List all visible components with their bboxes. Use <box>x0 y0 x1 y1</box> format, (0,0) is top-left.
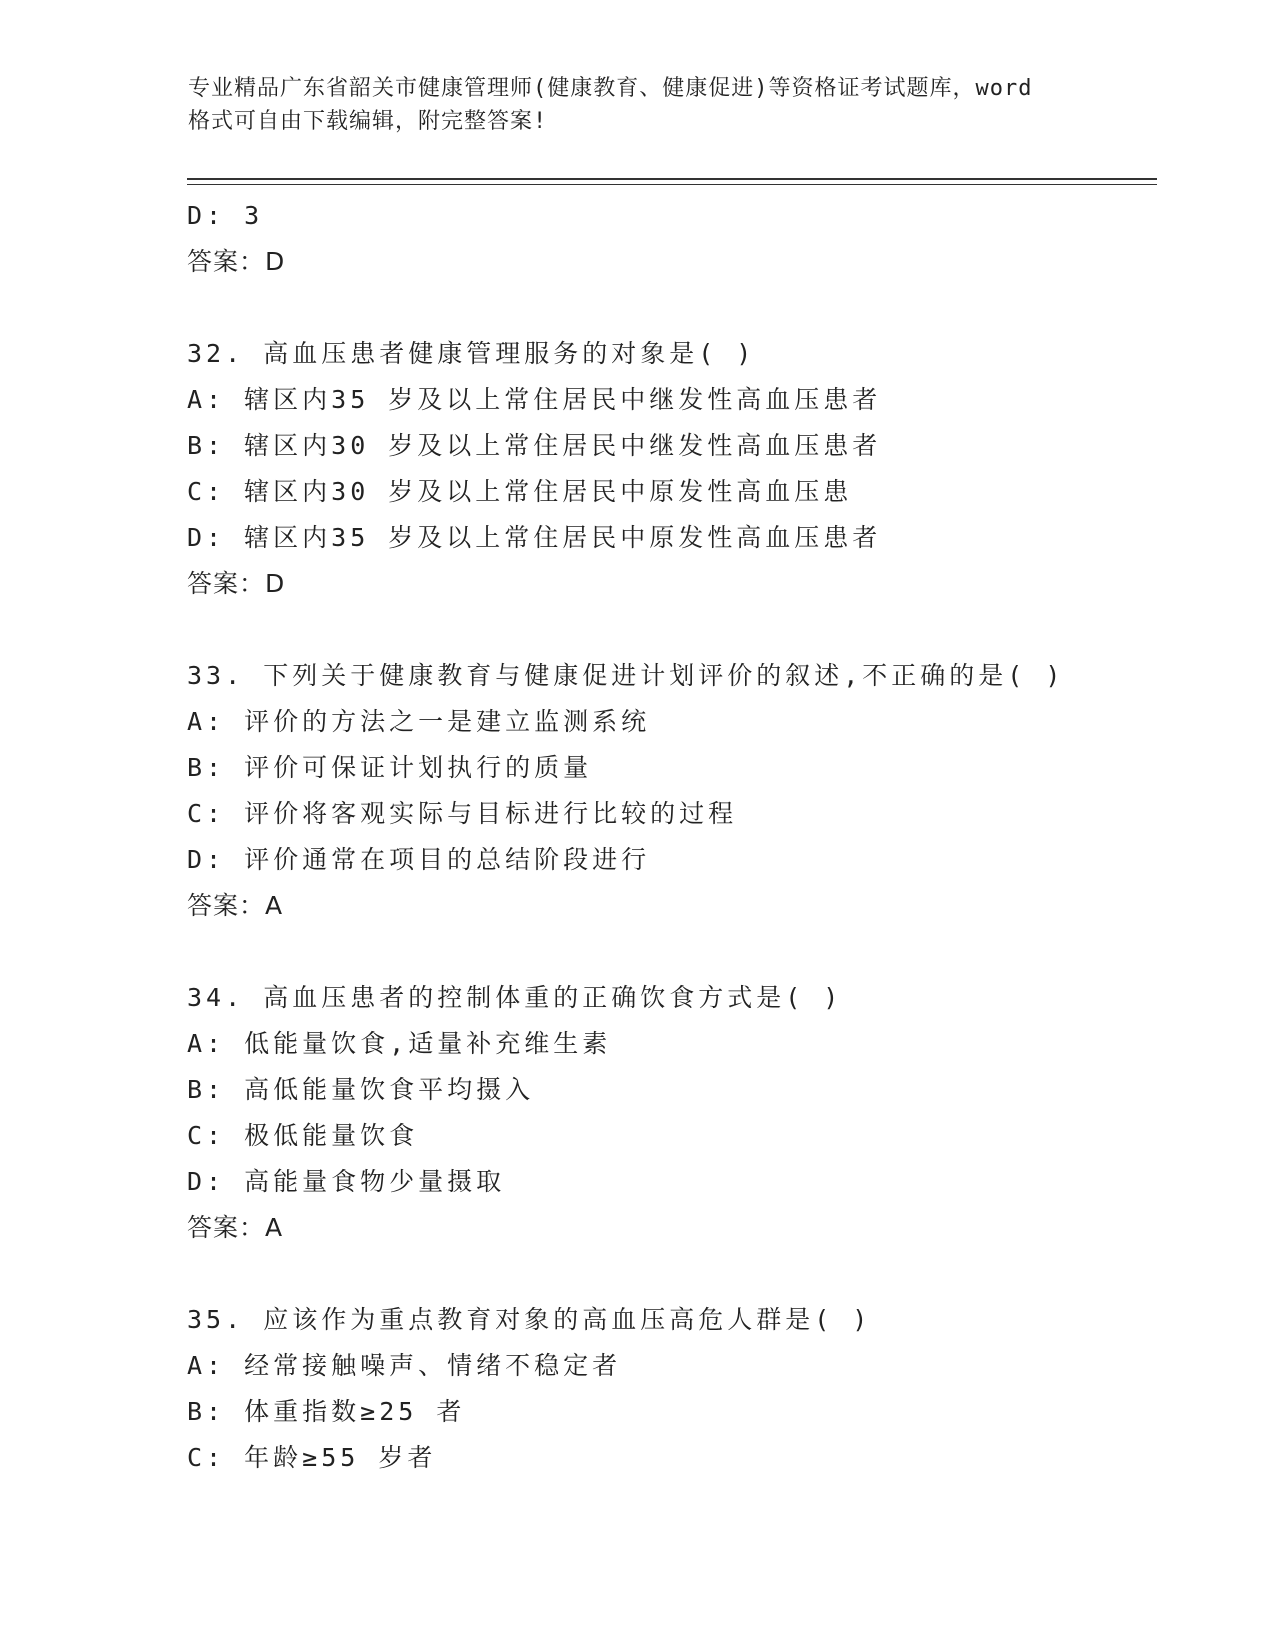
answer-line: 答案：A <box>187 891 284 920</box>
question-stem: 35. 应该作为重点教育对象的高血压高危人群是( ) <box>187 1305 872 1334</box>
question-stem: 34. 高血压患者的控制体重的正确饮食方式是( ) <box>187 983 843 1012</box>
answer-line: 答案：D <box>187 569 286 598</box>
spacer <box>187 929 1147 975</box>
question-block <box>187 331 1147 607</box>
option-line: C: 评价将客观实际与目标进行比较的过程 <box>187 799 738 828</box>
header-divider-thin <box>187 184 1157 185</box>
question-stem: 32. 高血压患者健康管理服务的对象是( ) <box>187 339 756 368</box>
question-block <box>187 1297 1147 1481</box>
header-line-1: 专业精品广东省韶关市健康管理师(健康教育、健康促进)等资格证考试题库，word <box>188 76 1033 101</box>
document-header <box>188 72 1088 138</box>
spacer <box>187 1251 1147 1297</box>
question-stem: 33. 下列关于健康教育与健康促进计划评价的叙述,不正确的是( ) <box>187 661 1065 690</box>
option-line: B: 高低能量饮食平均摄入 <box>187 1075 535 1104</box>
spacer <box>187 285 1147 331</box>
question-block <box>187 653 1147 929</box>
option-line: A: 辖区内35 岁及以上常住居民中继发性高血压患者 <box>187 385 882 414</box>
option-line: D: 辖区内35 岁及以上常住居民中原发性高血压患者 <box>187 523 882 552</box>
answer-line: 答案：D <box>187 247 286 276</box>
question-list <box>187 193 1147 1481</box>
option-line: A: 评价的方法之一是建立监测系统 <box>187 707 651 736</box>
question-block <box>187 975 1147 1251</box>
option-line: B: 评价可保证计划执行的质量 <box>187 753 593 782</box>
option-line: C: 辖区内30 岁及以上常住居民中原发性高血压患 <box>187 477 853 506</box>
option-line: D: 高能量食物少量摄取 <box>187 1167 506 1196</box>
option-line: B: 体重指数≥25 者 <box>187 1397 466 1426</box>
header-divider-thick <box>187 178 1157 180</box>
option-line: C: 极低能量饮食 <box>187 1121 419 1150</box>
option-line: A: 经常接触噪声、情绪不稳定者 <box>187 1351 622 1380</box>
option-line: B: 辖区内30 岁及以上常住居民中继发性高血压患者 <box>187 431 882 460</box>
header-line-2: 格式可自由下载编辑，附完整答案! <box>188 109 548 134</box>
option-line: A: 低能量饮食,适量补充维生素 <box>187 1029 612 1058</box>
option-line: D: 3 <box>187 201 264 230</box>
option-line: C: 年龄≥55 岁者 <box>187 1443 437 1472</box>
answer-line: 答案：A <box>187 1213 284 1242</box>
option-line: D: 评价通常在项目的总结阶段进行 <box>187 845 651 874</box>
spacer <box>187 607 1147 653</box>
